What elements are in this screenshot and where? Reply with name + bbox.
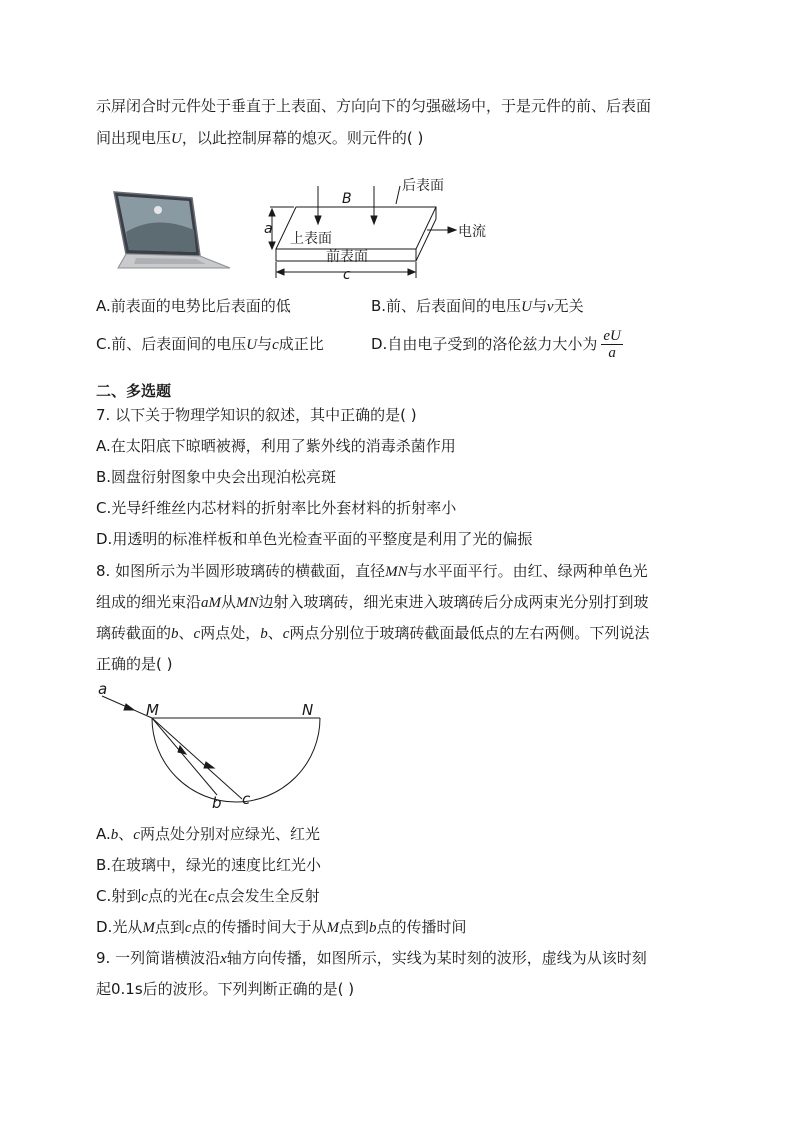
option-text: 与 xyxy=(531,297,547,315)
variable: aM xyxy=(201,595,222,611)
q8-stem-line-4 xyxy=(96,654,172,674)
question-text: 轴方向传播，如图所示，实线为某时刻的波形，虚线为从该时刻 xyxy=(226,949,647,967)
intro-line-1 xyxy=(96,96,651,116)
q7-stem xyxy=(96,405,417,425)
option-text: 点到 xyxy=(154,918,185,936)
q9-stem-line-2 xyxy=(96,979,354,999)
q8-option-D xyxy=(96,917,467,938)
question-text: 边射入玻璃砖，细光束进入玻璃砖后分成两束光分别打到玻 xyxy=(258,593,649,611)
question-text: 组成的细光束沿 xyxy=(96,593,202,611)
q7-option-A xyxy=(96,436,456,456)
variable: U xyxy=(521,299,532,315)
option-text: C.前、后表面间的电压 xyxy=(96,335,247,353)
intro-text: ，以此控制屏幕的熄灭。则元件的( ) xyxy=(181,129,424,147)
intro-text: 示屏闭合时元件处于垂直于上表面、方向向下的匀强磁场中，于是元件的前、后表面 xyxy=(96,97,652,115)
intro-line-2 xyxy=(96,128,423,149)
question-text: 正确的是( ) xyxy=(96,655,173,673)
variable: MN xyxy=(385,564,408,580)
fraction-eU-over-a xyxy=(601,328,623,361)
q8-stem-line-2 xyxy=(96,592,649,613)
option-text: 与 xyxy=(257,335,273,353)
variable: v xyxy=(546,299,554,315)
variable: c xyxy=(184,920,192,936)
q6-option-C xyxy=(96,334,324,355)
option-text: A.在太阳底下晾晒被褥，利用了紫外线的消毒杀菌作用 xyxy=(96,437,456,455)
variable: b xyxy=(369,920,377,936)
question-text: 8. 如图所示为半圆形玻璃砖的横截面，直径 xyxy=(96,562,386,580)
option-text: A.前表面的电势比后表面的低 xyxy=(96,297,291,315)
option-text: 两点处分别对应绿光、红光 xyxy=(139,825,320,843)
label-c: c xyxy=(242,790,251,808)
variable: c xyxy=(282,626,290,642)
option-text: D.自由电子受到的洛伦兹力大小为 xyxy=(371,335,598,353)
option-text: A. xyxy=(96,825,111,843)
section-title-text: 二、多选题 xyxy=(96,382,172,400)
q8-option-B xyxy=(96,855,321,875)
label-N: N xyxy=(302,701,314,719)
question-text: 两点分别位于玻璃砖截面最低点的左右两侧。下列说法 xyxy=(289,624,650,642)
q8-option-A xyxy=(96,824,320,845)
label-c: c xyxy=(343,267,351,283)
variable: c xyxy=(272,337,279,353)
question-text: 两点处， xyxy=(200,624,261,642)
variable: U xyxy=(246,337,258,353)
q6-option-D xyxy=(371,324,623,364)
variable: c xyxy=(141,889,148,905)
variable: x xyxy=(220,951,227,967)
q6-option-A xyxy=(96,296,291,316)
option-text: 点的传播时间大于从 xyxy=(191,918,327,936)
q8-option-C xyxy=(96,886,320,907)
label-a: a xyxy=(264,221,273,237)
section-title xyxy=(96,381,171,401)
option-text: 点会发生全反射 xyxy=(214,887,320,905)
option-text: 点的传播时间 xyxy=(376,918,467,936)
variable: c xyxy=(207,889,215,905)
label-front-face: 前表面 xyxy=(326,249,368,265)
fraction-denominator: a xyxy=(608,345,616,361)
option-text: C.光导纤维丝内芯材料的折射率比外套材料的折射率小 xyxy=(96,499,457,517)
question-text: 从 xyxy=(221,593,237,611)
label-current: 电流 xyxy=(458,224,486,240)
q8-stem-line-1 xyxy=(96,561,648,582)
intro-text: 间出现电压 xyxy=(96,129,172,147)
option-text: B.圆盘衍射图象中央会出现泊松亮斑 xyxy=(96,468,337,486)
variable: M xyxy=(142,920,155,936)
question-text: 、 xyxy=(178,624,194,642)
variable: M xyxy=(326,920,340,936)
option-text: 、 xyxy=(118,825,134,843)
variable: b xyxy=(171,626,179,642)
q8-stem-line-3 xyxy=(96,623,649,644)
question-text: 起0.1s后的波形。下列判断正确的是( ) xyxy=(96,980,355,998)
label-B: B xyxy=(342,191,352,207)
label-top-face: 上表面 xyxy=(290,231,332,247)
variable: c xyxy=(133,827,140,843)
figure-semicircle-glass xyxy=(96,678,336,810)
q9-stem-line-1 xyxy=(96,948,647,969)
q7-option-D xyxy=(96,529,532,549)
label-back-face: 后表面 xyxy=(402,178,444,194)
question-text: 9. 一列简谐横波沿 xyxy=(96,949,221,967)
option-text: 无关 xyxy=(553,297,584,315)
label-M: M xyxy=(146,701,159,719)
option-text: 点的光在 xyxy=(147,887,208,905)
label-a: a xyxy=(98,680,108,698)
label-b: b xyxy=(212,794,222,810)
variable: c xyxy=(193,626,201,642)
question-text: 璃砖截面的 xyxy=(96,624,172,642)
question-text: 、 xyxy=(267,624,283,642)
option-text: D.光从 xyxy=(96,918,143,936)
figure-hall-element xyxy=(96,172,516,284)
question-text: 7. 以下关于物理学知识的叙述，其中正确的是( ) xyxy=(96,406,417,424)
q6-option-B xyxy=(371,296,584,317)
q7-option-C xyxy=(96,498,456,518)
variable-U: U xyxy=(171,131,182,147)
option-text: D.用透明的标准样板和单色光检查平面的平整度是利用了光的偏振 xyxy=(96,530,533,548)
option-text: 成正比 xyxy=(278,335,324,353)
option-text: B.在玻璃中，绿光的速度比红光小 xyxy=(96,856,322,874)
option-text: 点到 xyxy=(339,918,370,936)
option-text: C.射到 xyxy=(96,887,142,905)
q7-option-B xyxy=(96,467,336,487)
option-text: B.前、后表面间的电压 xyxy=(371,297,522,315)
laptop-image xyxy=(114,192,230,268)
question-text: 与水平面平行。由红、绿两种单色光 xyxy=(407,562,648,580)
variable: b xyxy=(260,626,268,642)
variable: b xyxy=(110,827,119,843)
fraction-numerator: eU xyxy=(603,328,621,344)
variable: MN xyxy=(236,595,259,611)
